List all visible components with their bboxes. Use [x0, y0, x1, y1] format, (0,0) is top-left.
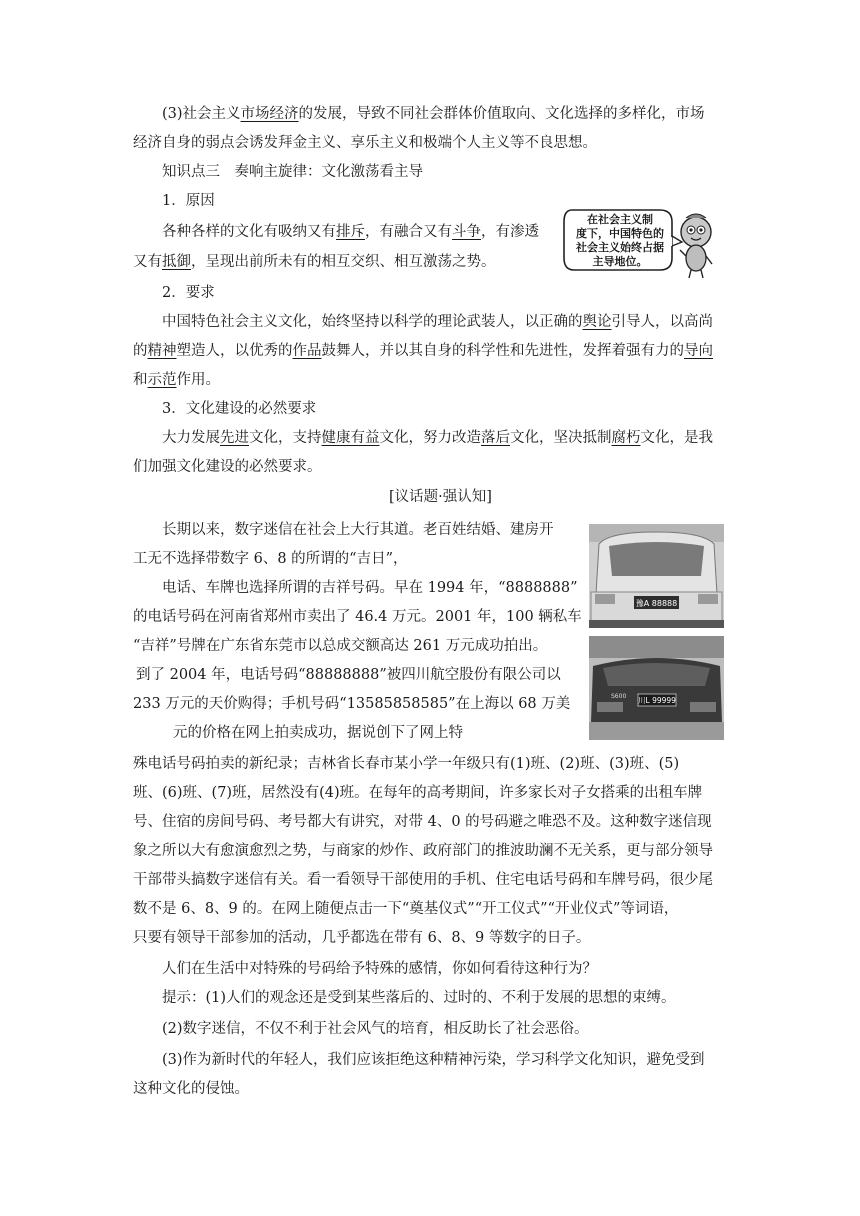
underlined-term: 市场经济 — [240, 106, 299, 122]
section-1-line-2: 又有抵御，呈现出前所未有的相互交织、相互激荡之势。 — [133, 254, 496, 270]
topic-line: 数不是 6、8、9 的。在网上随便点击一下“奠基仪式”“开工仪式”“开业仪式”等词语， — [133, 901, 679, 917]
car-photo-1 — [589, 524, 724, 628]
topic-line: 的电话号码在河南省郑州市卖出了 46.4 万元。2001 年，100 辆私车 — [133, 609, 582, 625]
topic-header: [议话题·强认知] — [389, 489, 492, 505]
topic-line: 到了 2004 年，电话号码“88888888”被四川航空股份有限公司以 — [136, 667, 561, 683]
hint-1: 提示：(1)人们的观念还是受到某些落后的、过时的、不利于发展的思想的束缚。 — [162, 990, 676, 1006]
underlined-term: 舆论 — [582, 314, 612, 330]
hint-3-continued: 这种文化的侵蚀。 — [133, 1081, 249, 1097]
section-2-line-1: 中国特色社会主义文化，始终坚持以科学的理论武装人，以正确的舆论引导人，以高尚 — [162, 314, 713, 330]
section-2-line-2: 的精神塑造人，以优秀的作品鼓舞人，并以其自身的科学性和先进性，发挥着强有力的导向 — [133, 343, 713, 359]
underlined-term: 抵御 — [162, 254, 191, 270]
section-3-heading: 3．文化建设的必然要求 — [162, 401, 317, 417]
underlined-term: 导向 — [684, 343, 713, 359]
mascot-icon — [680, 214, 712, 278]
underlined-term: 落后 — [481, 430, 510, 446]
car-photo-2 — [589, 636, 724, 740]
topic-line: “吉祥”号牌在广东省东莞市以总成交额高达 261 万元成功拍出。 — [133, 638, 548, 654]
section-3-line-2: 们加强文化建设的必然要求。 — [133, 459, 322, 475]
section-2-heading: 2．要求 — [162, 285, 215, 301]
topic-line: 233 万元的天价购得；手机号码“13585858585”在上海以 68 万美 — [133, 696, 571, 712]
question: 人们在生活中对特殊的号码给予特殊的感情，你如何看待这种行为？ — [162, 961, 597, 977]
callout-line: 社会主义始终占据 — [576, 241, 664, 254]
topic-line: 只要有领导干部参加的活动，几乎都选在带有 6、8、9 等数字的日子。 — [133, 930, 591, 946]
car-rear-photo-icon — [589, 524, 724, 628]
callout-line: 在社会主义制 — [587, 213, 653, 226]
section-1-line-1: 各种各样的文化有吸纳又有排斥，有融合又有斗争，有渗透 — [162, 224, 539, 240]
badge-text: S600 — [611, 693, 627, 700]
section-1-heading: 1．原因 — [162, 193, 215, 209]
topic-line: 元的价格在网上拍卖成功，据说创下了网上特 — [173, 725, 463, 741]
callout-line: 主导地位。 — [592, 255, 648, 268]
plate-text: 豫A 88888 — [635, 599, 678, 608]
car-front-photo-icon — [589, 636, 724, 740]
underlined-term: 健康有益 — [321, 430, 380, 446]
underlined-term: 排斥 — [336, 224, 365, 240]
topic-line: 工无不选择带数字 6、8 的所谓的“吉日”， — [133, 551, 408, 567]
underlined-term: 斗争 — [452, 224, 481, 240]
underlined-term: 作品 — [292, 343, 322, 359]
topic-line: 长期以来，数字迷信在社会上大行其道。老百姓结婚、建房开 — [162, 522, 554, 538]
callout-bubble — [560, 206, 715, 281]
topic-line: 电话、车牌也选择所谓的吉祥号码。早在 1994 年，“8888888” — [162, 580, 578, 596]
underlined-term: 先进 — [220, 430, 249, 446]
topic-line: 号、住宿的房间号码、考号都大有讲究，对带 4、0 的号码避之唯恐不及。这种数字迷信现 — [133, 814, 712, 830]
underlined-term: 腐朽 — [611, 430, 641, 446]
underlined-term: 示范 — [147, 372, 177, 388]
hint-2: (2)数字迷信，不仅不利于社会风气的培育，相反助长了社会恶俗。 — [162, 1021, 589, 1037]
paragraph-3-line-2: 经济自身的弱点会诱发拜金主义、享乐主义和极端个人主义等不良思想。 — [133, 135, 597, 151]
topic-line: 干部带头搞数字迷信有关。看一看领导干部使用的手机、住宅电话号码和车牌号码，很少尾 — [133, 872, 713, 888]
section-2-line-3: 和示范作用。 — [133, 372, 220, 388]
paragraph-3-line-1: (3)社会主义市场经济的发展，导致不同社会群体价值取向、文化选择的多样化，市场 — [162, 106, 705, 122]
section-3-line-1: 大力发展先进文化，支持健康有益文化，努力改造落后文化，坚决抵制腐朽文化，是我 — [162, 430, 713, 446]
topic-line: 班、(6)班、(7)班，居然没有(4)班。在每年的高考期间，许多家长对子女搭乘的出租车牌 — [133, 785, 703, 801]
underlined-term: 精神 — [147, 343, 177, 359]
topic-line: 殊电话号码拍卖的新纪录；吉林省长春市某小学一年级只有(1)班、(2)班、(3)班、(5) — [133, 756, 680, 772]
knowledge-point-title: 知识点三 奏响主旋律：文化激荡看主导 — [162, 164, 423, 180]
topic-line: 象之所以大有愈演愈烈之势，与商家的炒作、政府部门的推波助澜不无关系，更与部分领导 — [133, 843, 713, 859]
callout-line: 度下，中国特色的 — [576, 227, 664, 240]
hint-3: (3)作为新时代的年轻人，我们应该拒绝这种精神污染，学习科学文化知识，避免受到 — [162, 1052, 705, 1068]
plate-text: 川L 99999 — [638, 696, 676, 705]
